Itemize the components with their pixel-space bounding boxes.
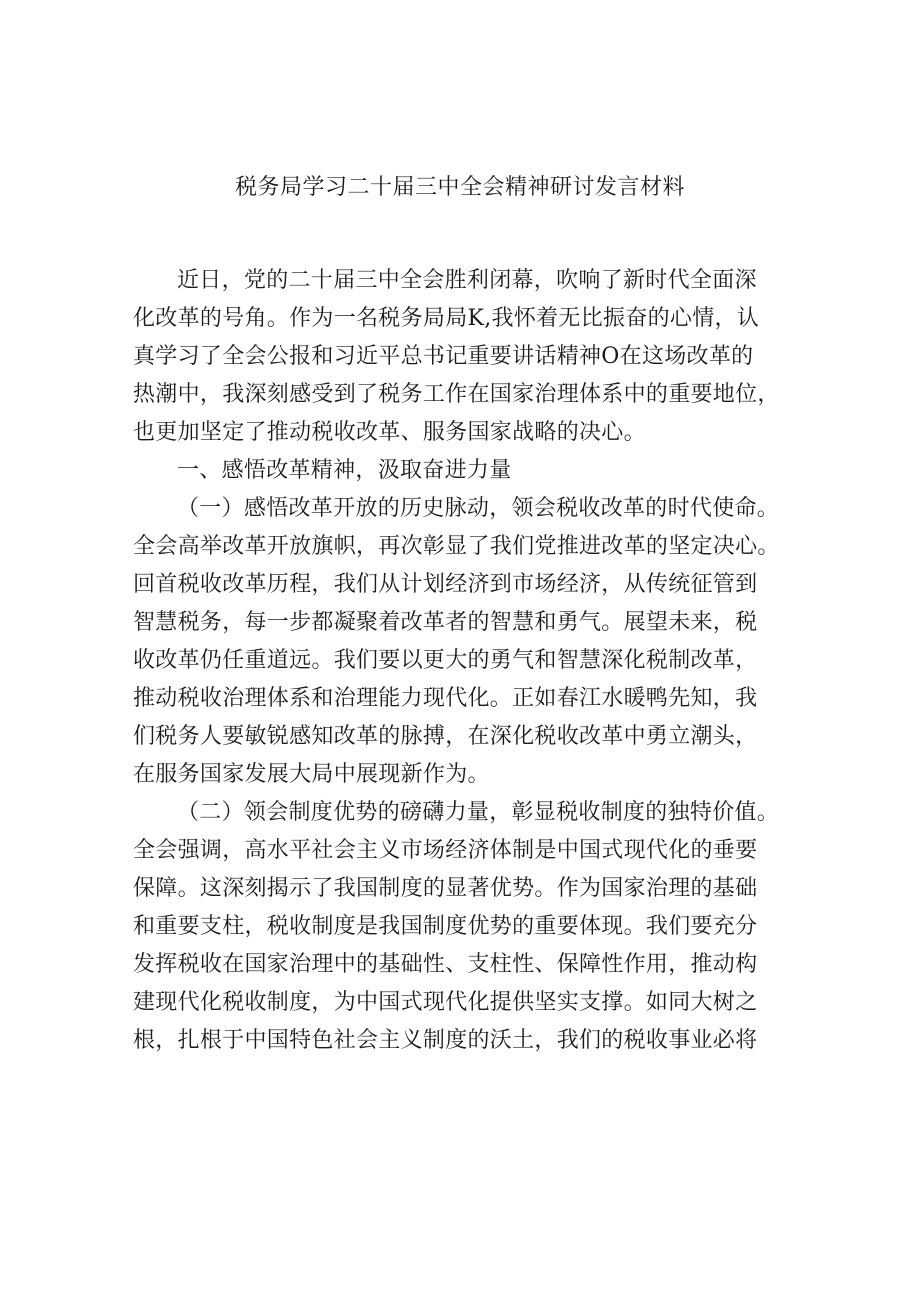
paragraph-line: 真学习了全会公报和习近平总书记重要讲话精神O在这场改革的 — [133, 344, 754, 369]
paragraph-line: 全会强调，高水平社会主义市场经济体制是中国式现代化的垂要 — [133, 838, 758, 863]
subsection-heading: （二）领会制度优势的磅礴力量，彰显税收制度的独特价值。 — [177, 800, 780, 825]
paragraph-line: 推动税收治理体系和治理能力现代化。正如春江水暖鸭先知，我 — [133, 686, 758, 711]
paragraph-line: 收改革仍任重道远。我们要以更大的勇气和智慧深化税制改革， — [133, 648, 758, 673]
paragraph-line: 在服务国家发展大局中展现新作为。 — [133, 762, 490, 787]
paragraph-line: 保障。这深刻揭示了我国制度的显著优势。作为国家治理的基础 — [133, 876, 758, 901]
paragraph-line: 建现代化税收制度，为中国式现代化提供坚实支撑。如同大树之 — [133, 990, 758, 1015]
document-title: 税务局学习二十届三中全会精神研讨发言材料 — [234, 175, 685, 200]
subsection-heading: （一）感悟改革开放的历史脉动，领会税收改革的时代使命。 — [177, 496, 780, 521]
paragraph-line: 也更加坚定了推动税收改革、服务国家战略的决心。 — [133, 420, 646, 445]
paragraph-line: 发挥税收在国家治理中的基础性、支柱性、保障性作用，推动构 — [133, 952, 758, 977]
paragraph-line: 们税务人要敏锐感知改革的脉搏，在深化税收改革中勇立潮头， — [133, 724, 758, 749]
paragraph-line: 全会高举改革开放旗帜，再次彰显了我们党推进改革的坚定决心。 — [133, 534, 780, 559]
document-body — [133, 262, 793, 1060]
paragraph-line: 热潮中，我深刻感受到了税务工作在国家治理体系中的重要地位， — [133, 382, 780, 407]
paragraph-line: 近日，党的二十届三中全会胜利闭幕，吹响了新时代全面深 — [177, 268, 757, 293]
paragraph-line: 和重要支柱，税收制度是我国制度优势的重要体现。我们要充分 — [133, 914, 758, 939]
paragraph-line: 回首税收改革历程，我们从计划经济到市场经济，从传统征管到 — [133, 572, 758, 597]
section-heading: 一、感悟改革精神，汲取奋进力量 — [177, 458, 512, 483]
paragraph-line: 智慧税务，每一步都凝聚着改革者的智慧和勇气。展望未来，税 — [133, 610, 758, 635]
paragraph-line: 化改革的号角。作为一名税务局局K,我怀着无比振奋的心情，认 — [133, 306, 760, 331]
paragraph-line: 根，扎根于中国特色社会主义制度的沃土，我们的税收事业必将 — [133, 1028, 758, 1053]
